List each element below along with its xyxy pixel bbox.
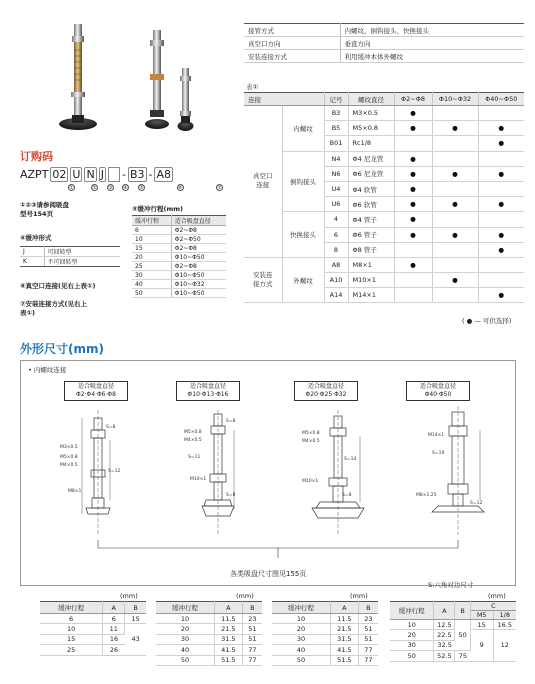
cell: 30 xyxy=(390,640,434,650)
table-row xyxy=(244,212,524,227)
diagram-label-line: Φ40·Φ50 xyxy=(424,391,452,398)
availability-dot: ● xyxy=(478,136,524,151)
cell: 10 xyxy=(390,620,434,630)
note-6: ⑥真空口连接(见右上表①) xyxy=(20,282,96,290)
stroke-value: 20 xyxy=(132,253,171,262)
availability-dot xyxy=(478,273,524,288)
column-header: C xyxy=(470,602,516,611)
buffer-desc: 不可回转型 xyxy=(44,257,120,267)
column-header: B xyxy=(125,602,146,614)
stroke-value: 10 xyxy=(132,235,171,244)
callout: M10×1 xyxy=(302,479,319,484)
table-row xyxy=(20,247,120,257)
outline-drawings xyxy=(20,400,516,575)
table-row xyxy=(244,24,524,37)
table-header-row xyxy=(244,93,524,106)
column-header: 缓冲行程 xyxy=(156,602,214,614)
cell: 10 xyxy=(40,624,103,634)
code-index-7: ⑦ xyxy=(217,184,222,191)
table-row xyxy=(272,645,378,655)
note-123-line2: 型号154页 xyxy=(20,209,54,218)
cell: 77 xyxy=(358,655,378,665)
table-row xyxy=(132,235,226,244)
code-seg-1: 02 xyxy=(52,167,67,181)
table-row xyxy=(132,262,226,271)
cell: 6 xyxy=(40,614,103,624)
column-header: A xyxy=(434,602,455,620)
cell: 43 xyxy=(125,624,146,655)
availability-dot: ● xyxy=(394,166,432,181)
callout: M5×0.8 xyxy=(60,455,78,460)
spec-key: 真空口方向 xyxy=(244,37,340,50)
table-row xyxy=(132,226,226,235)
column-header: 1/8 xyxy=(493,611,516,620)
table-row xyxy=(20,257,120,267)
dim-table-4 xyxy=(390,601,516,662)
spec-key: 接管方式 xyxy=(244,24,340,37)
conn-code: N4 xyxy=(324,151,348,166)
availability-dot xyxy=(478,181,524,196)
cell: 77 xyxy=(358,645,378,655)
conn-table-caption: 表① xyxy=(246,83,259,91)
stroke-value: 30 xyxy=(132,271,171,280)
table-row xyxy=(156,655,262,665)
cell: 11.5 xyxy=(214,614,242,624)
availability-dot xyxy=(394,242,432,257)
outline-sub-title: • 内螺纹连接 xyxy=(28,366,67,374)
table-row xyxy=(132,244,226,253)
code-seg-7: A8 xyxy=(156,167,172,181)
cell: 51 xyxy=(242,624,262,634)
thread-size: M5×0.8 xyxy=(348,121,394,136)
callout: S=8 xyxy=(226,493,236,498)
thread-size: M14×1 xyxy=(348,288,394,303)
callout: M14×1 xyxy=(428,433,445,438)
buffer-type-table xyxy=(20,246,120,267)
availability-dot xyxy=(432,257,478,272)
table-header-row xyxy=(132,216,226,226)
availability-dot: ● xyxy=(432,227,478,242)
availability-dot: ● xyxy=(432,121,478,136)
column-header: 缓冲行程 xyxy=(272,602,330,614)
diagram-label-line: Φ2·Φ4·Φ6·Φ8 xyxy=(76,391,116,398)
callout: M4×0.5 xyxy=(184,438,202,443)
cell: 12.5 xyxy=(434,620,455,630)
availability-dot xyxy=(432,106,478,121)
cell: 10 xyxy=(272,614,330,624)
column-header: 缓冲行程 xyxy=(390,602,434,620)
hex-note: S:六角对边尺寸 xyxy=(428,581,474,589)
availability-dot: ● xyxy=(432,273,478,288)
code-index-3: ③ xyxy=(108,184,113,191)
code-dash-1: - xyxy=(121,167,126,181)
thread-size: Φ6 软管 xyxy=(348,197,394,212)
column-header: A xyxy=(214,602,242,614)
column-header: A xyxy=(330,602,358,614)
note-7 xyxy=(20,300,87,317)
availability-dot: ● xyxy=(478,121,524,136)
cell: 52.5 xyxy=(434,651,455,661)
unit-label-3: (mm) xyxy=(350,592,368,600)
availability-dot: ● xyxy=(432,166,478,181)
table-row xyxy=(390,630,516,640)
column-header: B xyxy=(455,602,471,620)
availability-dot: ● xyxy=(394,197,432,212)
cell: 15 xyxy=(125,614,146,624)
cell: 51 xyxy=(358,624,378,634)
stroke-table xyxy=(132,215,226,298)
group-label: 真空口连接 xyxy=(244,106,282,258)
stroke-value: 25 xyxy=(132,262,171,271)
column-header: Φ40~Φ50 xyxy=(478,93,524,106)
table-row xyxy=(40,614,146,624)
availability-dot: ● xyxy=(394,106,432,121)
availability-dot xyxy=(432,136,478,151)
reference-note: 各类吸盘尺寸图见155页 xyxy=(230,570,307,578)
diagram-label-2 xyxy=(176,381,240,401)
availability-dot xyxy=(478,106,524,121)
code-index-5: ⑤ xyxy=(139,184,144,191)
callout: S=14 xyxy=(344,457,357,462)
availability-dot xyxy=(478,257,524,272)
callout: S=8 xyxy=(106,425,116,430)
diagram-label-line: Φ10·Φ13·Φ16 xyxy=(187,391,229,398)
cell: 6 xyxy=(103,614,125,624)
cell: 75 xyxy=(455,651,471,661)
availability-footnote: ( ● — 可供选择) xyxy=(462,317,512,325)
note-4: ④缓冲形式 xyxy=(20,234,52,242)
stroke-value: 50 xyxy=(132,289,171,298)
availability-dot xyxy=(432,181,478,196)
table-row xyxy=(272,624,378,634)
callout: S=12 xyxy=(470,501,483,506)
table-row xyxy=(40,624,146,634)
column-header: M5 xyxy=(470,611,493,620)
code-index-6: ⑥ xyxy=(178,184,183,191)
callout: S=8 xyxy=(342,493,352,498)
cell: 50 xyxy=(455,620,471,651)
unit-label-2: (mm) xyxy=(236,592,254,600)
table-header-row xyxy=(390,602,516,611)
thread-size: M8×1 xyxy=(348,257,394,272)
drawing-4 xyxy=(432,406,484,535)
availability-dot: ● xyxy=(478,242,524,257)
availability-dot: ● xyxy=(394,181,432,196)
cell: 10 xyxy=(156,614,214,624)
table-row xyxy=(390,620,516,630)
callout: M5×0.8 xyxy=(302,431,320,436)
stroke-value: 15 xyxy=(132,244,171,253)
table-row xyxy=(156,645,262,655)
callout: S=12 xyxy=(108,469,121,474)
column-header: B xyxy=(358,602,378,614)
conn-code: 4 xyxy=(324,212,348,227)
cell: 23 xyxy=(358,614,378,624)
cell: 40 xyxy=(272,645,330,655)
callout: S=19 xyxy=(432,451,445,456)
code-index-2: ② xyxy=(92,184,97,191)
cell: 30 xyxy=(272,634,330,644)
code-index-4: ④ xyxy=(123,184,128,191)
availability-dot xyxy=(478,212,524,227)
diagram-label-3 xyxy=(294,381,358,401)
code-index-marks xyxy=(20,184,240,194)
pad-range: Φ2~Φ8 xyxy=(171,262,226,271)
column-header: Φ2~Φ8 xyxy=(394,93,432,106)
pad-range: Φ2~Φ8 xyxy=(171,244,226,253)
sub-group-label: 倒钩接头 xyxy=(282,151,324,212)
spec-value: 利用缓冲本体外螺纹 xyxy=(340,50,524,63)
spec-key: 安装连接方式 xyxy=(244,50,340,63)
cell: 41.5 xyxy=(330,645,358,655)
conn-code: 6 xyxy=(324,227,348,242)
conn-code: B01 xyxy=(324,136,348,151)
cell: 20 xyxy=(156,624,214,634)
cell: 11.5 xyxy=(330,614,358,624)
group-label: 安装连接方式 xyxy=(244,257,282,303)
callout: M10×1 xyxy=(190,477,207,482)
code-index-1: ① xyxy=(69,184,74,191)
code-seg-6: B3 xyxy=(129,167,145,181)
availability-dot xyxy=(432,288,478,303)
dim-table-1 xyxy=(40,601,146,656)
availability-dot: ● xyxy=(394,227,432,242)
table-row xyxy=(244,151,524,166)
thread-size: Φ6 尼龙管 xyxy=(348,166,394,181)
diagram-label-line: 适合吸盘直径 xyxy=(189,383,226,390)
cell: 51.5 xyxy=(214,655,242,665)
table-row xyxy=(132,253,226,262)
column-header: Φ10~Φ32 xyxy=(432,93,478,106)
availability-dot: ● xyxy=(478,288,524,303)
cell: 50 xyxy=(390,651,434,661)
callout: M4×0.5 xyxy=(60,463,78,468)
cell: 12 xyxy=(493,630,516,661)
cell: 40 xyxy=(156,645,214,655)
buffer-code: J xyxy=(20,247,44,257)
table-row xyxy=(272,655,378,665)
cell: 9 xyxy=(470,630,493,661)
dim-table-3 xyxy=(272,601,378,666)
callout: M8×1.25 xyxy=(416,493,437,498)
availability-dot: ● xyxy=(478,166,524,181)
availability-dot: ● xyxy=(394,212,432,227)
availability-dot: ● xyxy=(394,151,432,166)
table-row xyxy=(272,634,378,644)
cell: 32.5 xyxy=(434,640,455,650)
thread-size: M10×1 xyxy=(348,273,394,288)
cell: 50 xyxy=(272,655,330,665)
table-row xyxy=(244,257,524,272)
unit-label-1: (mm) xyxy=(120,592,138,600)
diagram-label-line: 适合吸盘直径 xyxy=(307,383,344,390)
column-header: 记号 xyxy=(324,93,348,106)
cell: 51.5 xyxy=(330,655,358,665)
callout: S=11 xyxy=(188,455,201,460)
cell: 16.5 xyxy=(493,620,516,630)
cell: 30 xyxy=(156,634,214,644)
availability-dot: ● xyxy=(394,257,432,272)
buffer-code: K xyxy=(20,257,44,267)
conn-code: A10 xyxy=(324,273,348,288)
cell: 15 xyxy=(40,634,103,644)
pad-range: Φ2~Φ50 xyxy=(171,235,226,244)
connection-table xyxy=(244,92,524,303)
table-row xyxy=(156,634,262,644)
table-row xyxy=(244,106,524,121)
code-seg-2: U xyxy=(72,167,81,181)
note-5: ⑤缓冲行程(mm) xyxy=(132,205,183,213)
pad-range: Φ10~Φ32 xyxy=(171,280,226,289)
availability-dot: ● xyxy=(432,197,478,212)
cell: 21.5 xyxy=(330,624,358,634)
column-header: 连接 xyxy=(244,93,324,106)
cell: 21.5 xyxy=(214,624,242,634)
sub-group-label: 外螺纹 xyxy=(282,257,324,303)
thread-size: Rc1/8 xyxy=(348,136,394,151)
callout: M4×0.5 xyxy=(302,439,320,444)
conn-code: A14 xyxy=(324,288,348,303)
buffer-desc: 可回转型 xyxy=(44,247,120,257)
diagram-label-4 xyxy=(406,381,470,401)
availability-dot: ● xyxy=(478,197,524,212)
unit-label-4: (mm) xyxy=(488,592,506,600)
cell: 31.5 xyxy=(330,634,358,644)
availability-dot xyxy=(432,151,478,166)
cell: 23 xyxy=(242,614,262,624)
table-header-row xyxy=(272,602,378,614)
conn-code: 8 xyxy=(324,242,348,257)
availability-dot xyxy=(432,242,478,257)
thread-size: Φ6 管子 xyxy=(348,227,394,242)
sub-group-label: 内螺纹 xyxy=(282,106,324,152)
code-prefix: AZPT xyxy=(20,167,49,181)
availability-dot: ● xyxy=(394,121,432,136)
stroke-value: 6 xyxy=(132,226,171,235)
cell: 20 xyxy=(390,630,434,640)
diagram-label-line: 适合吸盘直径 xyxy=(419,383,456,390)
cell: 41.5 xyxy=(214,645,242,655)
stroke-value: 40 xyxy=(132,280,171,289)
cell: 31.5 xyxy=(214,634,242,644)
table-header-row xyxy=(156,602,262,614)
spec-value: 内螺纹、倒钩接头、快换接头 xyxy=(340,24,524,37)
product-photo xyxy=(50,20,220,140)
availability-dot xyxy=(394,288,432,303)
pad-range: Φ10~Φ50 xyxy=(171,289,226,298)
table-row xyxy=(156,624,262,634)
table-row xyxy=(132,289,226,298)
thread-size: M3×0.5 xyxy=(348,106,394,121)
spec-table xyxy=(244,23,524,63)
callout: M5×0.8 xyxy=(184,430,202,435)
column-header: 缓冲行程 xyxy=(40,602,103,614)
availability-dot xyxy=(394,273,432,288)
cell: 16 xyxy=(103,634,125,644)
cell: 77 xyxy=(242,645,262,655)
cell: 15 xyxy=(470,620,493,630)
conn-code: B3 xyxy=(324,106,348,121)
callout: M3×0.5 xyxy=(60,445,78,450)
thread-size: Φ4 尼龙管 xyxy=(348,151,394,166)
column-header: 适合吸盘直径 xyxy=(171,216,226,226)
order-code-title: 订购码 xyxy=(20,150,53,163)
pad-range: Φ10~Φ50 xyxy=(171,271,226,280)
drawing-2 xyxy=(202,410,234,535)
diagram-label-1 xyxy=(64,381,128,401)
note-123 xyxy=(20,201,69,218)
availability-dot: ● xyxy=(478,227,524,242)
note-7-line2: 表①) xyxy=(20,308,35,317)
cell: 22.5 xyxy=(434,630,455,640)
cell: 51 xyxy=(242,634,262,644)
pad-range: Φ10~Φ50 xyxy=(171,253,226,262)
outline-section-title: 外形尺寸(mm) xyxy=(20,342,104,356)
cell: 51 xyxy=(358,634,378,644)
callout: S=8 xyxy=(226,419,236,424)
column-header: B xyxy=(242,602,262,614)
table-row xyxy=(156,614,262,624)
cell: 11 xyxy=(103,624,125,634)
sub-group-label: 快换接头 xyxy=(282,212,324,258)
spec-value: 垂直方向 xyxy=(340,37,524,50)
cell: 50 xyxy=(156,655,214,665)
diagram-label-line: 适合吸盘直径 xyxy=(77,383,114,390)
code-seg-3: N xyxy=(86,167,95,181)
cell: 25 xyxy=(40,645,103,655)
column-header: 螺纹直径 xyxy=(348,93,394,106)
cell: 77 xyxy=(242,655,262,665)
table-row xyxy=(244,50,524,63)
table-header-row xyxy=(40,602,146,614)
dim-table-2 xyxy=(156,601,262,666)
drawing-3 xyxy=(312,410,364,535)
availability-dot xyxy=(432,212,478,227)
note-123-line1: ①②③请参阅吸盘 xyxy=(20,201,70,209)
thread-size: Φ4 软管 xyxy=(348,181,394,196)
conn-code: N6 xyxy=(324,166,348,181)
table-row xyxy=(244,37,524,50)
availability-dot xyxy=(394,136,432,151)
thread-size: Φ4 管子 xyxy=(348,212,394,227)
thread-size: Φ8 管子 xyxy=(348,242,394,257)
conn-code: A8 xyxy=(324,257,348,272)
callout: M8×1 xyxy=(68,489,82,494)
availability-dot xyxy=(478,151,524,166)
code-dash-2: - xyxy=(148,167,153,181)
note-7-line1: ⑦安装连接方式(见右上 xyxy=(20,300,87,308)
table-row xyxy=(132,271,226,280)
column-header: A xyxy=(103,602,125,614)
code-seg-4: J xyxy=(100,167,104,181)
table-row xyxy=(272,614,378,624)
order-code xyxy=(20,166,175,182)
conn-code: B5 xyxy=(324,121,348,136)
diagram-label-line: Φ20·Φ25·Φ32 xyxy=(305,391,347,398)
conn-code: U4 xyxy=(324,181,348,196)
cell: 26 xyxy=(103,645,125,655)
cell: 20 xyxy=(272,624,330,634)
table-row xyxy=(132,280,226,289)
column-header: 缓冲行程 xyxy=(132,216,171,226)
conn-code: U6 xyxy=(324,197,348,212)
code-seg-5 xyxy=(108,167,120,182)
pad-range: Φ2~Φ8 xyxy=(171,226,226,235)
